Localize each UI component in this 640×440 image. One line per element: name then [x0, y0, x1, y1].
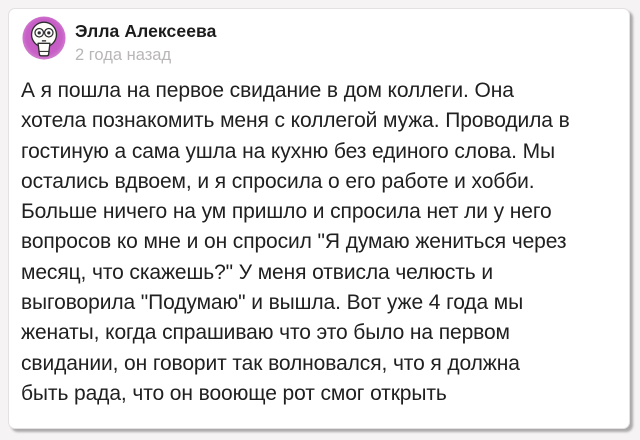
- comment-text-line: гостиную а сама ушла на кухню без единого слова. Мы: [21, 139, 555, 163]
- timestamp: 2 года назад: [75, 46, 172, 64]
- comment-text-line: вопросов ко мне и он спросил "Я думаю жениться через: [21, 230, 567, 254]
- author-meta: [75, 15, 217, 65]
- comment-text-line: остались вдвоем, и я спросила о его работе и хобби.: [21, 169, 535, 193]
- author-name[interactable]: Элла Алексеева: [75, 21, 217, 41]
- comment-text-line: выговорила "Подумаю" и вышла. Вот уже 4 года мы: [21, 291, 524, 315]
- lightbulb-face-icon: [21, 15, 67, 61]
- comment-text-line: Больше ничего на ум пришло и спросила нет ли у него: [21, 200, 552, 224]
- comment-text-line: свидании, он говорит так волновался, что я должна: [21, 351, 520, 375]
- comment-text: [21, 76, 627, 409]
- comment-text-line: хотела познакомить меня с коллегой мужа. Проводила в: [21, 109, 570, 133]
- comment-text-line: А я пошла на первое свидание в дом коллеги. Она: [21, 79, 514, 102]
- comment-text-line: женаты, когда спрашиваю что это было на первом: [21, 321, 510, 345]
- comment-card: [8, 8, 630, 429]
- avatar[interactable]: [21, 15, 67, 61]
- comment-text-line: месяц, что скажешь?" У меня отвисла челюсть и: [21, 260, 493, 284]
- comment-text-line: быть рада, что он вооюще рот смог открыть: [21, 381, 447, 405]
- comment-header: [21, 15, 217, 65]
